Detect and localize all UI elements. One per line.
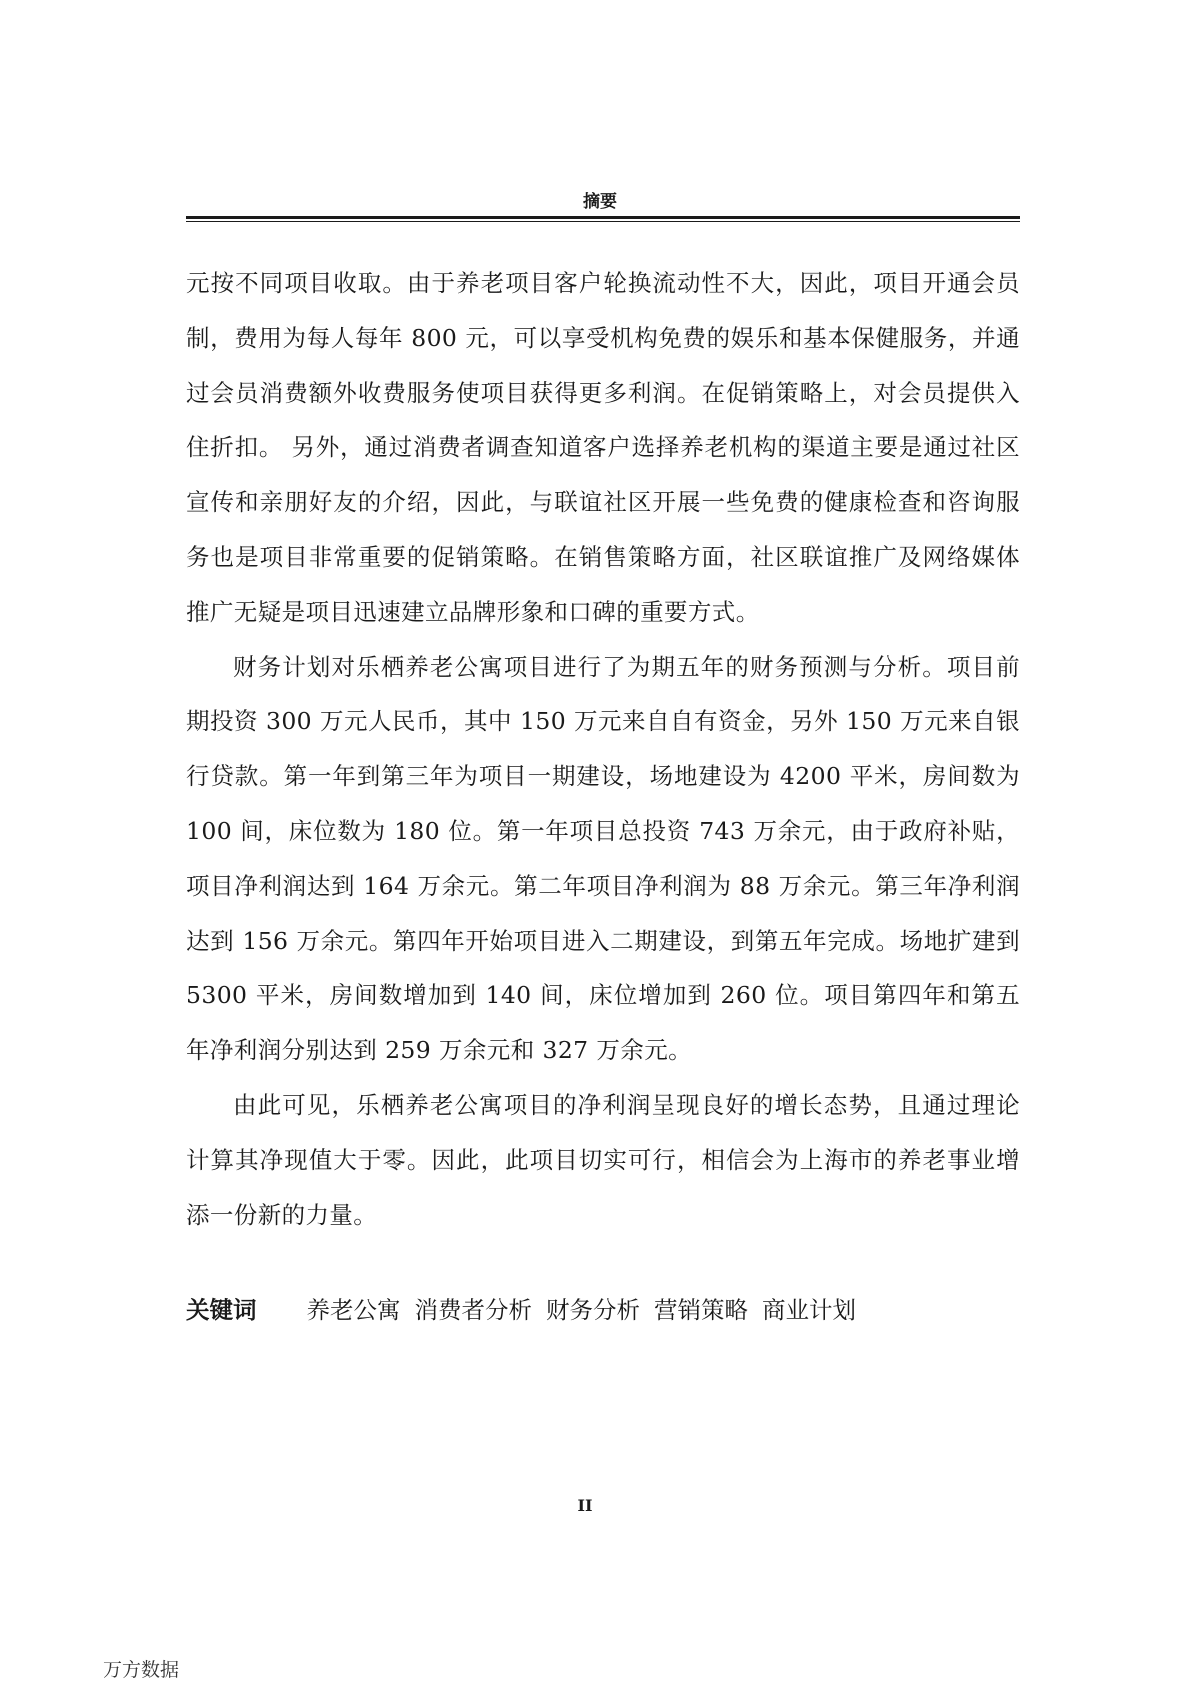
paragraph-continuation: 元按不同项目收取。由于养老项目客户轮换流动性不大，因此，项目开通会员制，费用为每人每年 800 元，可以享受机构免费的娱乐和基本保健服务，并通过会员消费额外收费服务使项目获得更多利润。在促销策略上，对会员提供入住折扣。 另外，通过消费者调查知道客户选择养老机构的渠道主要是通过社区宣传和亲朋好友的介绍，因此，与联谊社区开展一些免费的健康检查和咨询服务也是项目非常重要的促销策略。在销售策略方面，社区联谊推广及网络媒体推广无疑是项目迅速建立品牌形象和口碑的重要方式。 xyxy=(186,269,1020,626)
paragraph-financial-plan: 财务计划对乐栖养老公寓项目进行了为期五年的财务预测与分析。项目前期投资 300 万元人民币，其中 150 万元来自自有资金，另外 150 万元来自银行贷款。第一年到第三年为项目一期建设，场地建设为 4200 平米，房间数为 100 间，床位数为 180 位。第一年项目总投资 743 万余元，由于政府补贴，项目净利润达到 164 万余元。第二年项目净利润为 88 万余元。第三年净利润达到 156 万余元。第四年开始项目进入二期建设，到第五年完成。场地扩建到 5300 平米，房间数增加到 140 间，床位增加到 260 位。项目第四年和第五年净利润分别达到 259 万余元和 327 万余元。 xyxy=(186,652,1020,1065)
keyword-item: 财务分析 xyxy=(546,1296,640,1324)
header-rule-thin xyxy=(186,221,1020,222)
source-watermark: 万方数据 xyxy=(103,1659,180,1681)
paragraph-conclusion: 由此可见，乐栖养老公寓项目的净利润呈现良好的增长态势，且通过理论计算其净现值大于零。因此，此项目切实可行，相信会为上海市的养老事业增添一份新的力量。 xyxy=(186,1090,1020,1229)
keywords-line xyxy=(186,1293,870,1327)
abstract-body xyxy=(186,256,1020,1242)
keyword-item: 养老公寓 xyxy=(306,1296,401,1324)
keywords-label: 关键词 xyxy=(186,1296,257,1324)
header-rule-thick xyxy=(186,216,1020,219)
page-number: II xyxy=(577,1496,593,1515)
keyword-item: 商业计划 xyxy=(762,1296,856,1324)
header-double-rule xyxy=(186,216,1020,222)
keyword-item: 营销策略 xyxy=(654,1296,748,1324)
page-header-title: 摘要 xyxy=(583,192,617,212)
keyword-item: 消费者分析 xyxy=(414,1296,532,1324)
